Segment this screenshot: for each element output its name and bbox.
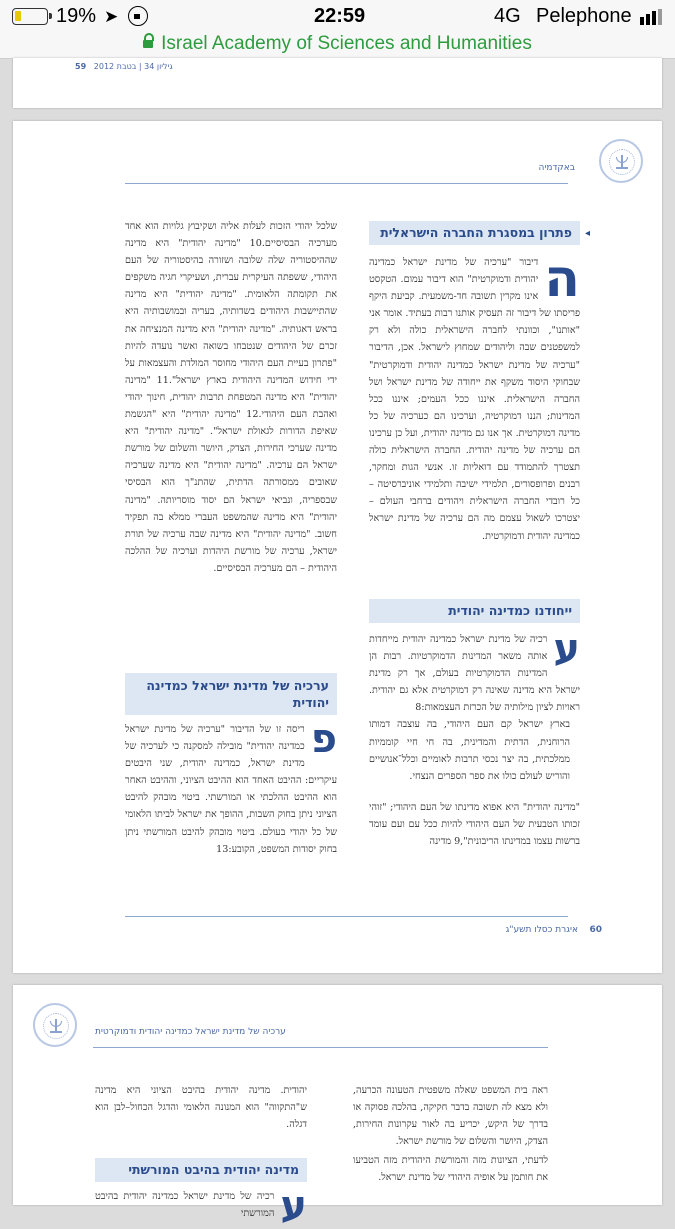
footer-rule [125, 916, 568, 917]
paragraph: ה דיבור "ערכיה של מדינת ישראל כמדינה יהודית ודמוקרטית" הוא דיבור עמום. הטקסט אינו מקרין תשובה חד-משמעית. קביעת היקף פריסתו של דיבור זה תעסיק אותנו רבות בעתיד. אומר אני "אותנו", וכוונתי לחברה הישראלית כולה ולא רק למשפטנים שבה וליהודים שמחוץ לישראל. אכן, הדיבור "ערכיה של מדינת ישראל כמדינה יהודית ודמוקרטית" שבחוקי היסוד משקף את ייחודה של מדינת ישראל ושל החברה הישראלית. איננו ככל העמים; איננו ככל המדינות; הננו דמוקרטיה, וערכינו הם כערכיה של כל מדינה דמוקרטית. אך אנו גם מדינה יהודית, ועל כן ערכינו הם ערכיה של מדינה יהודית. החברה הישראלית כולה תצטרך להתמודד עם דואליות זו. אנשי הגות ומחקר, רבנים ופרופסורים, תלמידי ישיבה ותלמידי אוניברסיטה – כל רובדי החברה הישראלית ויהודים ברחבי העולם – יצטרכו לשאול עצמם מה הם ערכיה של מדינת ישראל כמדינה יהודית ודמוקרטית. [369, 249, 580, 542]
text-column-left [95, 1082, 307, 1133]
drop-cap: ע [553, 626, 580, 672]
battery-icon [12, 8, 48, 25]
battery-percent: 19% [56, 5, 97, 27]
heading-arrow-icon: ◂ [585, 228, 591, 239]
rotation-lock-icon [128, 6, 148, 26]
site-title: Israel Academy of Sciences and Humanities [161, 33, 532, 54]
section-heading: מדינה יהודית בהיבט המורשתי [95, 1158, 307, 1182]
paragraph: פ ריסה זו של הדיבור "ערכיה של מדינת ישראל כמדינה יהודית" מובילה למסקנה כי לערכיה של מדינת ישראל, כמדינה יהודית, שני היבטים עיקריים: ההיבט האחד הוא ההיבט הציוני, וההיבט האחר הוא ההיבט ההלכתי או המורשתי. ביטוי מובהק להיבט הציוני ניתן בחוק השבות, ההופך את ישראל לביתו הלאומי של כל יהודי בעולם. ביטוי מובהק להיבט המורשתי ניתן בחוק יסודות המשפט, הקובע:13 [125, 716, 337, 855]
page-footer [506, 925, 602, 935]
network-type: 4G [494, 5, 521, 27]
text-column-right-2 [369, 626, 580, 850]
header-rule [93, 1047, 548, 1048]
signal-bars-icon [640, 9, 668, 25]
location-arrow-icon: ➤ [104, 7, 119, 26]
page-footer [75, 62, 173, 71]
drop-cap: ה [544, 249, 580, 309]
text-column-left [125, 218, 337, 577]
menorah-icon [616, 155, 628, 169]
page-number: 60 [589, 925, 602, 935]
page-number: 59 [75, 62, 87, 71]
pdf-page-current[interactable] [13, 121, 662, 973]
text-column-left-2 [95, 1183, 307, 1229]
footer-text: גיליון 34 | בטבת 2012 [93, 62, 173, 71]
menorah-icon [50, 1019, 62, 1033]
section-heading: ייחודנו כמדינה יהודית [369, 599, 580, 623]
padlock-icon [143, 40, 153, 48]
running-header: ערכיה של מדינת ישראל כמדינה יהודית ודמוקרטית [95, 1027, 286, 1037]
section-heading: פתרון במסגרת החברה הישראלית [369, 221, 580, 245]
clock: 22:59 [314, 5, 366, 27]
paragraph: ע רכיה של מדינת ישראל כמדינה יהודית בהיבט המורשתי [95, 1183, 307, 1229]
text-column-left-2 [125, 716, 337, 858]
pdf-page-next[interactable] [13, 985, 662, 1229]
carrier-name: Pelephone [536, 5, 632, 27]
section-label: באקדמיה [538, 163, 575, 173]
paragraph: ע רכיה של מדינת ישראל כמדינה יהודית מייחדות אותה משאר המדינות הדמוקרטיות. רבות הן המדינות הדמוקרטיות בעולם, אך רק מדינת ישראל היא מדינה שאינה רק דמוקרטית אלא גם יהודית. ראויות לציון מילותיה של הכרזת העצמאות:8 [369, 626, 580, 714]
academy-logo [599, 139, 643, 183]
pdf-page-previous[interactable] [13, 58, 662, 108]
paragraph: לדעתי, הציונות מזה והמורשת היהודית מזה הטביעו את חותמן על אופיה היהודי של מדינת ישראל. [353, 1155, 548, 1184]
url-bar[interactable] [0, 34, 675, 59]
drop-cap: פ [310, 716, 337, 762]
text-column-right [369, 249, 580, 545]
text-column-right [353, 1082, 548, 1187]
footer-text: איגרת כסלו תשע"ג [505, 925, 579, 935]
paragraph: יהודית. מדינה יהודית בהיבט הציוני היא מדינה ש"התקווה" הוא המנונה הלאומי והדגל הכחול–לבן הוא דגלה. [95, 1085, 307, 1131]
academy-logo [33, 1003, 77, 1047]
drop-cap: ע [280, 1183, 307, 1229]
header-rule [125, 183, 568, 184]
paragraph: ראה בית המשפט שאלה משפטית הטעונה הכרעה, ולא מצא לה תשובה בדבר חקיקה, בהלכה פסוקה או בדרך של היקש, יכריע בה לאור עקרונות החירות, הצדק, היושר והשלום של מורשת ישראל. [353, 1085, 548, 1148]
status-bar [0, 0, 675, 34]
blockquote: בארץ ישראל קם העם היהודי, בה עוצבה דמותו הרוחנית, הדתית והמדינית, בה חי חיי קוממיות ממלכתית, בה יצר נכסי תרבות לאומיים וכלל־אנושיים והוריש לעולם כולו את ספר הספרים הנצחי. [369, 719, 570, 782]
paragraph: "מדינה יהודית" היא אפוא מדינתו של העם היהודי; "זוהי זכותו הטבעית של העם היהודי להיות ככל עם ועם עומד ברשות עצמו במדינתו הריבונית",9 מדינה [369, 801, 580, 848]
paragraph: שלכל יהודי הזכות לעלות אליה ושקיבוץ גלויות הוא אחד מערכיה הבסיסיים.10 "מדינה יהודית" היא מדינה שההיסטוריה שלה שלובה ושזורה בהיסטוריה של העם היהודי, ששפתה העיקרית עברית, ושעיקרי חגיה משקפים את תקומתה הלאומית. "מדינה יהודית" היא מדינה שהתיישבות היהודים בשדותיה, בעריה ובמושבותיה היא בראש דאגותיה. "מדינה יהודית" היא מדינה המנציחה את זכרם של היהודים שנטבחו בשואה ואשר נועדה להיות "פתרון בעיית העם היהודי מחוסר המולדת והעצמאות על ידי חידוש המדינה היהודית בארץ ישראל".11 "מדינה יהודית" היא מדינה המטפחת תרבות יהודית, חינוך יהודי ואהבת העם היהודי.12 "מדינה יהודית" היא "הגשמת שאיפת הדורות לגאולת ישראל". "מדינה יהודית" היא מדינה שערכי החירות, הצדק, היושר והשלום של מורשת ישראל הם ערכיה. "מדינה יהודית" היא מדינה שערכיה שאובים ממסורתה הדתית, שהתנ"ך הוא הבסיסי שבספריה, ונביאי ישראל הם יסוד מוסריותה. "מדינה יהודית" היא מדינה שהמשפט העברי ממלא בה תפקיד חשוב. "מדינה יהודית" היא מדינה שבה ערכיה של תורת ישראל, ערכיה של מורשת היהדות וערכיה של ההלכה היהודית – הם מערכיה הבסיסיים. [125, 221, 337, 574]
section-heading: ערכיה של מדינת ישראל כמדינה יהודית [125, 673, 337, 715]
